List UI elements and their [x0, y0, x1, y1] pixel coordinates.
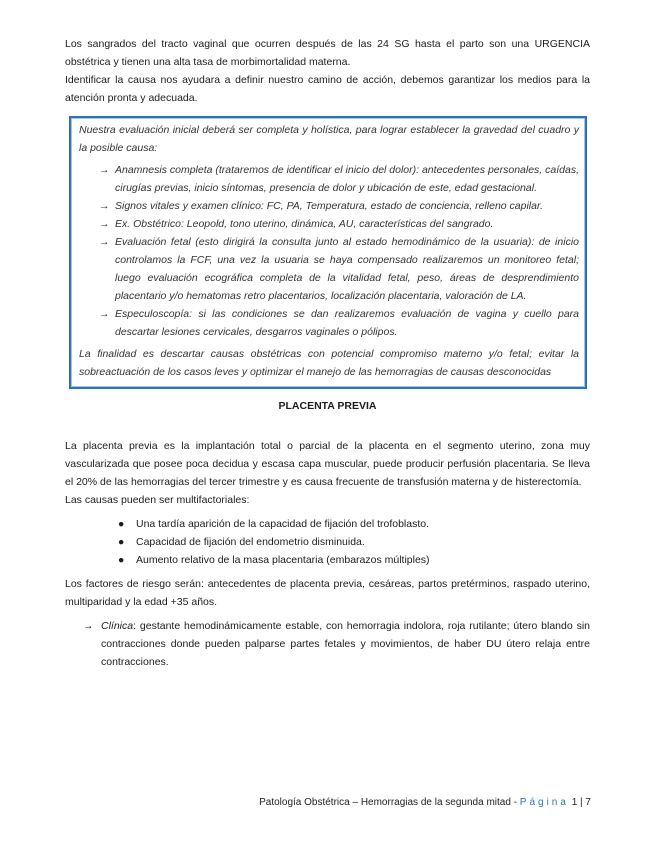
risk-factors-paragraph: Los factores de riesgo serán: antecedentes de placenta previa, cesáreas, partos pretérminos, raspado uterino, multiparidad y la edad +35 años.	[65, 578, 590, 608]
list-item	[79, 161, 579, 197]
evaluation-box	[69, 116, 587, 389]
arrow-icon: →	[99, 308, 110, 320]
list-item-text: Signos vitales y examen clínico: FC, PA, Temperatura, estado de conciencia, relleno capilar.	[115, 200, 543, 212]
list-item-text: Especuloscopía: si las condiciones se dan realizaremos evaluación de vagina y cuello para descartar lesiones cervicales, desgarros vaginales o pólipos.	[115, 308, 579, 338]
arrow-icon: →	[99, 218, 110, 230]
intro	[65, 35, 590, 107]
list-item	[79, 215, 579, 233]
page-footer	[259, 794, 591, 812]
page-body	[65, 35, 590, 671]
arrow-icon: →	[99, 236, 110, 248]
section-paragraph-1: La placenta previa es la implantación total o parcial de la placenta en el segmento uterino, zona muy vascularizada que posee poca decidua y escasa capa muscular, puede producir perfusión placentaria. Se lleva el 20% de las hemorragias del tercer trimestre y es causa frecuente de transfusión materna y de histerectomía.	[65, 440, 590, 488]
list-item-text: Anamnesis completa (trataremos de identificar el inicio del dolor): antecedentes personales, caídas, cirugías previas, inicio síntomas, presencia de dolor y ubicación de este, edad gestacional.	[115, 164, 579, 194]
evaluation-list	[79, 161, 579, 341]
arrow-icon: →	[99, 164, 110, 176]
clinica-item	[65, 617, 590, 671]
arrow-icon: →	[83, 620, 94, 632]
footer-page-number: 1 | 7	[571, 797, 591, 808]
list-item	[65, 533, 590, 551]
bullet-icon: ●	[118, 518, 125, 530]
box-lead: Nuestra evaluación inicial deberá ser completa y holística, para lograr establecer la gravedad del cuadro y la posible causa:	[79, 124, 579, 154]
list-item	[79, 305, 579, 341]
list-item	[65, 551, 590, 569]
intro-paragraph-2: Identificar la causa nos ayudara a definir nuestro camino de acción, debemos garantizar los medios para la atención pronta y adecuada.	[65, 74, 590, 104]
bullet-icon: ●	[118, 554, 125, 566]
clinica-text: : gestante hemodinámicamente estable, con hemorragia indolora, roja rutilante; útero blando sin contracciones donde pueden palparse partes fetales y movimientos, de haber DU útero relaja entre contracciones.	[101, 620, 590, 668]
bullet-icon: ●	[118, 536, 125, 548]
list-item	[65, 515, 590, 533]
list-item-text: Capacidad de fijación del endometrio disminuida.	[136, 536, 365, 548]
footer-title: Patología Obstétrica – Hemorragias de la segunda mitad -	[259, 797, 518, 808]
causes-list	[65, 515, 590, 569]
list-item-text: Ex. Obstétrico: Leopold, tono uterino, dinámica, AU, características del sangrado.	[115, 218, 494, 230]
list-item-text: Aumento relativo de la masa placentaria (embarazos múltiples)	[136, 554, 430, 566]
section-paragraph-2: Las causas pueden ser multifactoriales:	[65, 494, 250, 506]
footer-page-word: Página	[519, 797, 569, 808]
list-item-text: Una tardía aparición de la capacidad de fijación del trofoblasto.	[136, 518, 430, 530]
arrow-icon: →	[99, 200, 110, 212]
list-item	[79, 197, 579, 215]
intro-paragraph-1: Los sangrados del tracto vaginal que ocurren después de las 24 SG hasta el parto son una URGENCIA obstétrica y tienen una alta tasa de morbimortalidad materna.	[65, 38, 590, 68]
list-item	[79, 233, 579, 305]
list-item-text: Evaluación fetal (esto dirigirá la consulta junto al estado hemodinámico de la usuaria): de inicio controlamos la FCF, una vez la usuaria se haya compensado realizaremos un monitoreo fetal; luego evaluación ecográfica completa de la vitalidad fetal, peso, áreas de desprendimiento placentario y/o hematomas retro placentarios, localización placentaria, valoración de LA.	[115, 236, 579, 302]
section-heading: PLACENTA PREVIA	[278, 400, 377, 412]
clinica-label: Clínica	[101, 620, 134, 632]
box-closing: La finalidad es descartar causas obstétricas con potencial compromiso materno y/o fetal; evitar la sobreactuación de los casos leves y optimizar el manejo de las hemorragias de causas desconocidas	[79, 348, 579, 378]
